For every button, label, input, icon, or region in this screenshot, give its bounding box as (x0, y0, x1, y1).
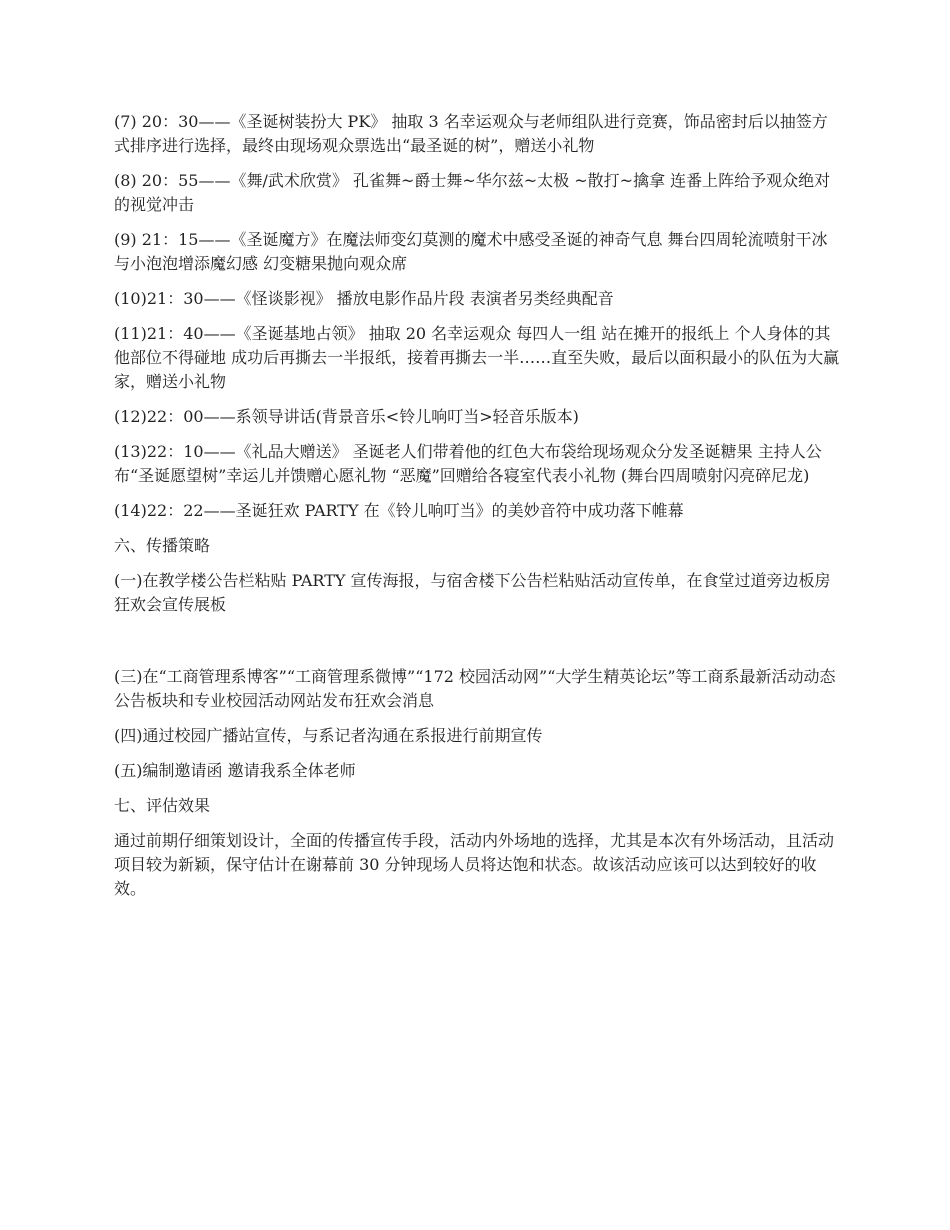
evaluation-body: 通过前期仔细策划设计，全面的传播宣传手段，活动内外场地的选择，尤其是本次有外场活动，且活动项目较为新颖，保守估计在谢幕前 30 分钟现场人员将达饱和状态。故该活动应该可以达到较好的收效。 (114, 831, 835, 898)
document-page (114, 110, 840, 912)
strategy-item-3: (三)在“工商管理系博客”“工商管理系微博”“172 校园活动网”“大学生精英论坛”等工商系最新活动动态公告板块和专业校园活动网站发布狂欢会消息 (114, 667, 836, 710)
program-item-7: (7) 20：30——《圣诞树装扮大 PK》 抽取 3 名幸运观众与老师组队进行竞赛，饰品密封后以抽签方式排序进行选择，最终由现场观众票选出“最圣诞的树”，赠送小礼物 (114, 112, 828, 155)
program-item-11: (11)21：40——《圣诞基地占领》 抽取 20 名幸运观众 每四人一组 站在摊开的报纸上 个人身体的其他部位不得碰地 成功后再撕去一半报纸，接着再撕去一半……直至失败，最后以面积最小的队伍为大赢家，赠送小礼物 (114, 324, 840, 391)
program-item-10: (10)21：30——《怪谈影视》 播放电影作品片段 表演者另类经典配音 (114, 289, 614, 308)
strategy-item-5: (五)编制邀请函 邀请我系全体老师 (114, 761, 356, 780)
strategy-item-4: (四)通过校园广播站宣传，与系记者沟通在系报进行前期宣传 (114, 726, 543, 745)
strategy-item-1: (一)在教学楼公告栏粘贴 PARTY 宣传海报，与宿舍楼下公告栏粘贴活动宣传单，在食堂过道旁边板房狂欢会宣传展板 (114, 571, 831, 614)
program-item-8: (8) 20：55——《舞/武术欣赏》 孔雀舞~爵士舞~华尔兹~太极 ~散打~擒拿 连番上阵给予观众绝对的视觉冲击 (114, 171, 831, 214)
blank-gap (114, 628, 840, 665)
program-item-12: (12)22：00——系领导讲话(背景音乐<铃儿响叮当>轻音乐版本) (114, 407, 579, 426)
program-item-14: (14)22：22——圣诞狂欢 PARTY 在《铃儿响叮当》的美妙音符中成功落下帷幕 (114, 501, 684, 520)
program-item-13: (13)22：10——《礼品大赠送》 圣诞老人们带着他的红色大布袋给现场观众分发圣诞糖果 主持人公布“圣诞愿望树”幸运儿并馈赠心愿礼物 “恶魔”回赠给各寝室代表小礼物 (舞台四周喷射闪亮碎尼龙) (114, 442, 822, 485)
section-heading-strategy: 六、传播策略 (114, 536, 211, 555)
program-item-9: (9) 21：15——《圣诞魔方》在魔法师变幻莫测的魔术中感受圣诞的神奇气息 舞台四周轮流喷射干冰与小泡泡增添魔幻感 幻变糖果抛向观众席 (114, 230, 828, 273)
section-heading-evaluation: 七、评估效果 (114, 796, 211, 815)
